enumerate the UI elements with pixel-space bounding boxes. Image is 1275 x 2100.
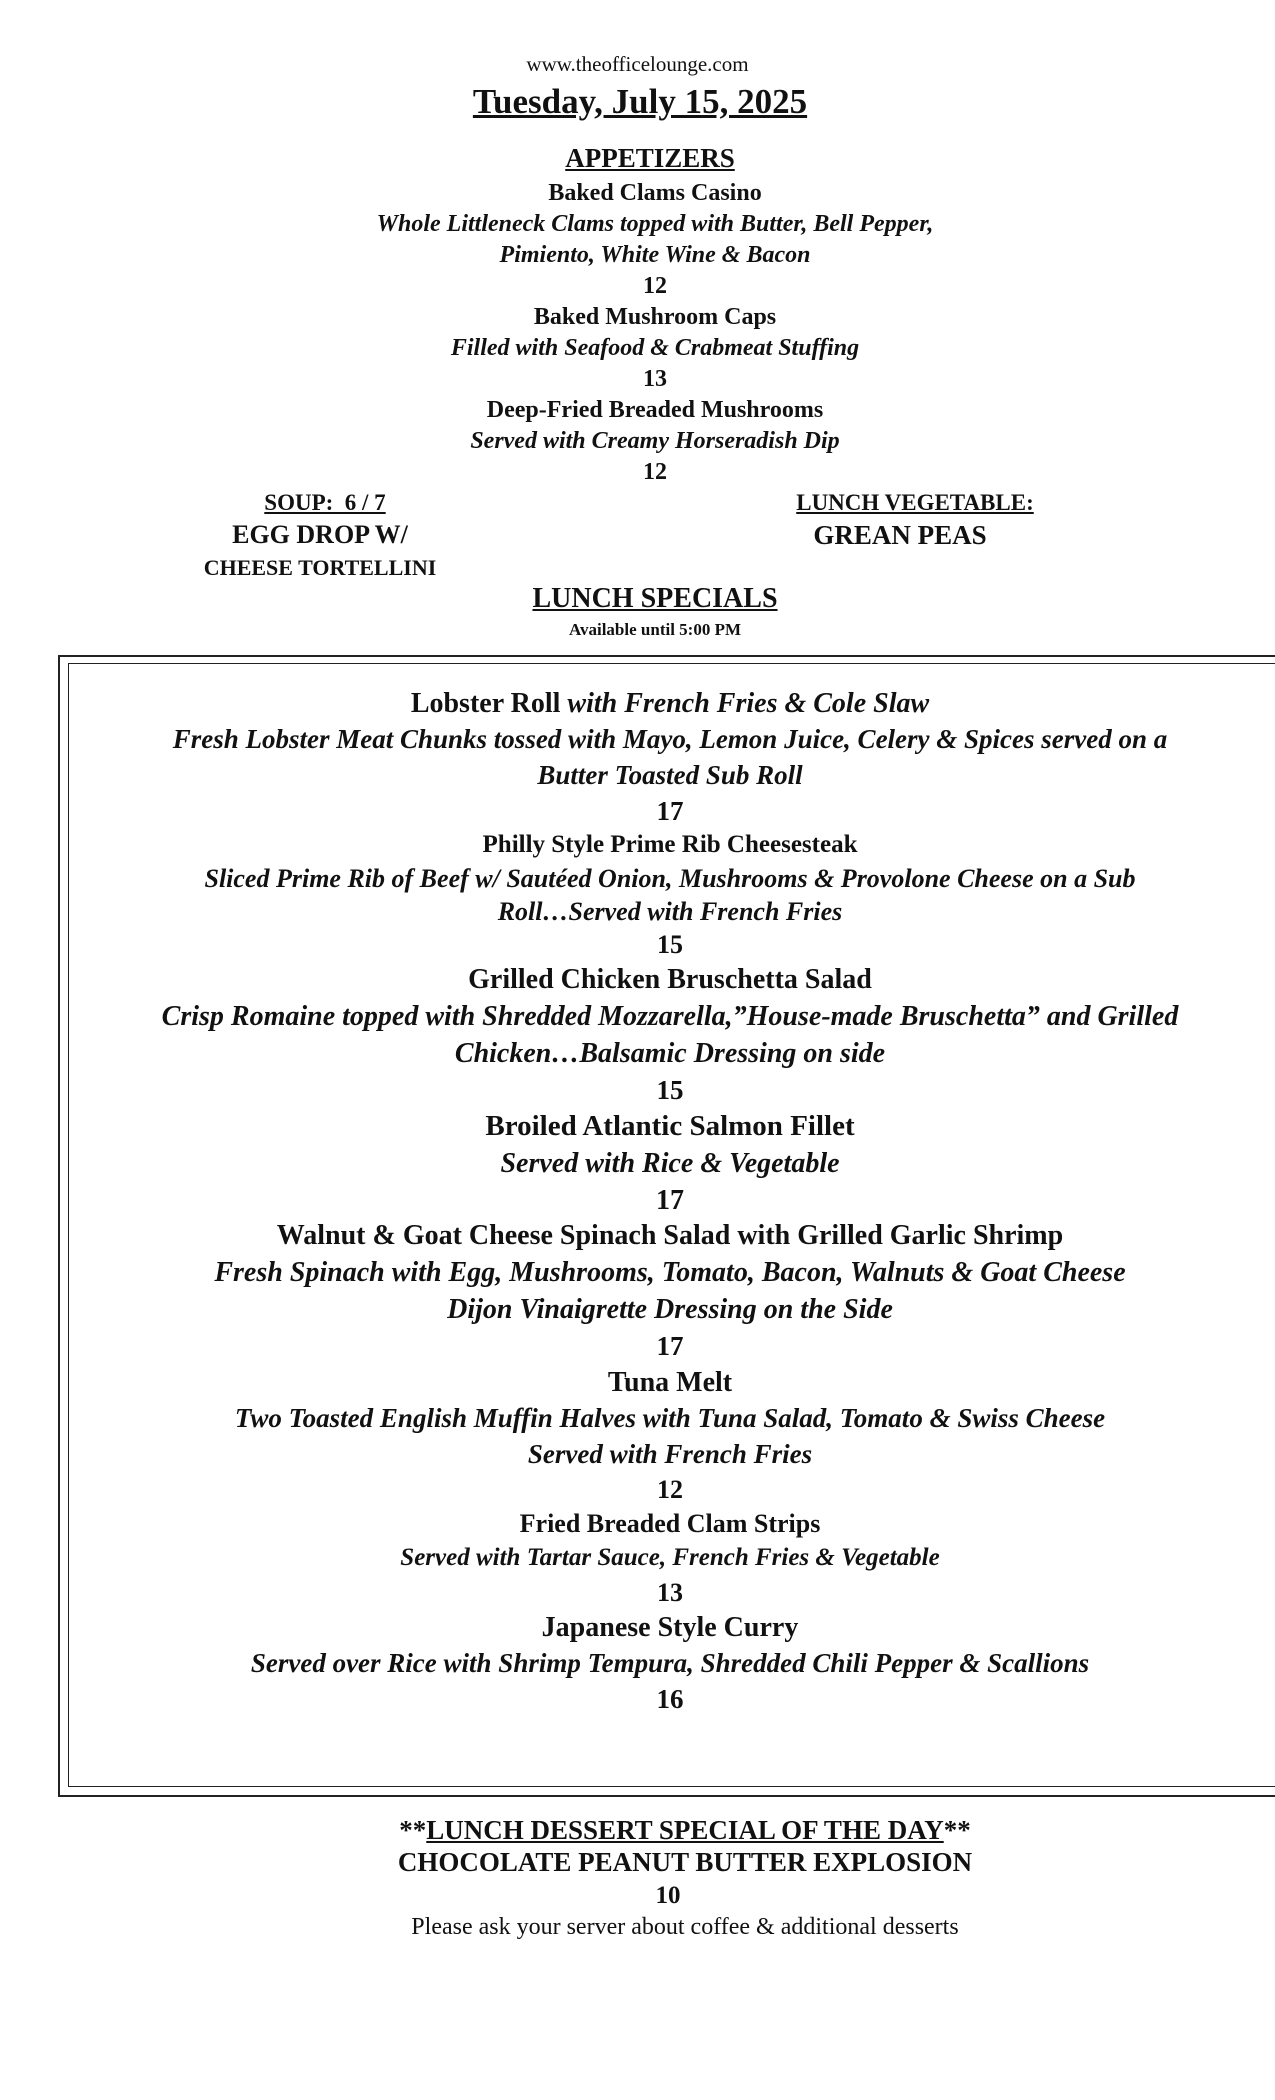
dessert-price: 10 (655, 1882, 681, 1909)
special-price: 12 (657, 1475, 683, 1504)
soup-label: SOUP: 6 / 7 (264, 490, 386, 515)
appetizer-name: Baked Mushroom Caps (533, 304, 777, 330)
appetizers-heading: APPETIZERS (565, 143, 735, 173)
special-name: Grilled Chicken Bruschetta Salad (468, 964, 872, 995)
soup-subtitle: CHEESE TORTELLINI (203, 555, 437, 580)
special-price: 16 (656, 1684, 684, 1714)
dessert-heading-prefix: ** (399, 1815, 427, 1845)
soup-name: EGG DROP W/ (232, 520, 408, 549)
special-description: Fresh Spinach with Egg, Mushrooms, Tomato, Bacon, Walnuts & Goat Cheese (214, 1257, 1126, 1288)
special-description: Roll…Served with French Fries (497, 897, 843, 926)
special-description: Dijon Vinaigrette Dressing on the Side (447, 1294, 893, 1325)
dessert-note: Please ask your server about coffee & additional desserts (411, 1914, 959, 1940)
special-description: Sliced Prime Rib of Beef w/ Sautéed Onion, Mushrooms & Provolone Cheese on a Sub (204, 864, 1136, 893)
vegetable-label: LUNCH VEGETABLE: (796, 490, 1034, 515)
lunch-specials-availability: Available until 5:00 PM (568, 620, 742, 639)
appetizer-price: 12 (643, 273, 667, 299)
dessert-heading (0, 1815, 1275, 1846)
special-item-lobster-roll (70, 688, 1270, 720)
special-name: Tuna Melt (607, 1367, 733, 1398)
special-name: Walnut & Goat Cheese Spinach Salad with Grilled Garlic Shrimp (276, 1220, 1064, 1251)
dessert-heading-title: LUNCH DESSERT SPECIAL OF THE DAY (426, 1815, 944, 1845)
special-name-suffix: with French Fries & Cole Slaw (560, 688, 930, 719)
special-price: 17 (656, 796, 684, 826)
special-price: 17 (656, 1331, 684, 1361)
website-url: www.theofficelounge.com (526, 52, 749, 76)
vegetable-name: GREAN PEAS (813, 520, 987, 550)
special-name: Lobster Roll (410, 688, 561, 719)
special-description: Crisp Romaine topped with Shredded Mozzarella,”House-made Bruschetta” and Grilled (161, 1001, 1179, 1032)
special-description: Fresh Lobster Meat Chunks tossed with Mayo, Lemon Juice, Celery & Spices served on a (172, 724, 1168, 754)
dessert-name: CHOCOLATE PEANUT BUTTER EXPLOSION (397, 1847, 973, 1877)
special-name: Fried Breaded Clam Strips (519, 1509, 821, 1538)
appetizer-price: 12 (643, 459, 667, 485)
special-name: Broiled Atlantic Salmon Fillet (485, 1110, 855, 1142)
special-description: Served with French Fries (527, 1439, 813, 1469)
appetizer-price: 13 (643, 366, 667, 392)
special-price: 15 (657, 930, 683, 959)
appetizer-description: Filled with Seafood & Crabmeat Stuffing (450, 335, 860, 361)
special-price: 15 (656, 1075, 684, 1105)
special-description: Two Toasted English Muffin Halves with Tuna Salad, Tomato & Swiss Cheese (234, 1403, 1106, 1433)
special-name: Japanese Style Curry (541, 1612, 799, 1643)
special-description: Chicken…Balsamic Dressing on side (454, 1038, 886, 1069)
appetizer-name: Baked Clams Casino (548, 180, 762, 206)
lunch-specials-heading: LUNCH SPECIALS (532, 583, 778, 614)
special-name: Philly Style Prime Rib Cheesesteak (482, 831, 858, 858)
special-price: 13 (657, 1578, 683, 1607)
special-description: Butter Toasted Sub Roll (537, 760, 803, 790)
appetizer-description: Whole Littleneck Clams topped with Butter, Bell Pepper, (376, 211, 934, 237)
special-description: Served with Tartar Sauce, French Fries & Vegetable (400, 1544, 940, 1571)
appetizer-description: Pimiento, White Wine & Bacon (499, 242, 811, 268)
special-description: Served with Rice & Vegetable (500, 1148, 840, 1179)
appetizer-name: Deep-Fried Breaded Mushrooms (486, 397, 824, 423)
special-price: 17 (656, 1185, 684, 1216)
menu-date: Tuesday, July 15, 2025 (472, 82, 808, 121)
appetizer-description: Served with Creamy Horseradish Dip (470, 428, 840, 454)
dessert-heading-suffix: ** (943, 1815, 971, 1845)
special-description: Served over Rice with Shrimp Tempura, Shredded Chili Pepper & Scallions (250, 1648, 1090, 1678)
